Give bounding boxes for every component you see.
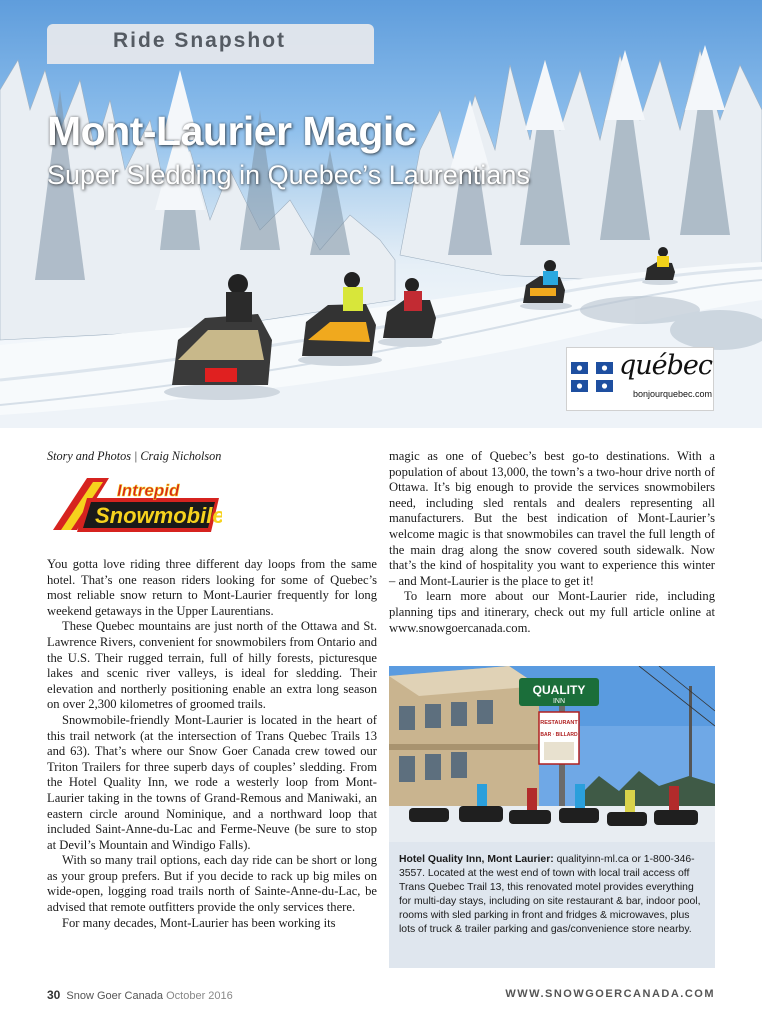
page-title: Mont-Laurier Magic — [47, 108, 417, 154]
hotel-photo — [389, 666, 715, 842]
quebec-url: bonjourquebec.com — [633, 389, 713, 399]
magazine-name: Snow Goer Canada — [66, 990, 164, 1002]
quebec-flag-icon — [571, 362, 613, 392]
hotel-sign-restaurant: RESTAURANT — [540, 720, 578, 726]
issue-date: October 2016 — [166, 990, 233, 1002]
quebec-badge — [566, 347, 714, 411]
paragraph: For many decades, Mont-Laurier has been working its — [62, 915, 336, 930]
footer-left — [47, 988, 233, 1002]
hotel-scene — [389, 666, 715, 842]
footer-website[interactable]: WWW.SNOWGOERCANADA.COM — [505, 988, 715, 1000]
intrepid-snowmobiler-logo-icon — [47, 474, 222, 536]
paragraph: You gotta love riding three different day loops from the same hotel. That’s one reason riders looking for some of Quebec’s most reliable snow return to Mont-Laurier frequently for long weekend getaways in the Upper Laurentians. — [47, 557, 377, 618]
byline: Story and Photos | Craig Nicholson — [47, 449, 222, 463]
page-subtitle: Super Sledding in Quebec’s Laurentians — [47, 160, 530, 190]
hotel-sign-name: QUALITY — [532, 683, 586, 697]
quebec-wordmark: québec — [619, 350, 713, 381]
article-right-column — [389, 449, 715, 636]
logo-bottom-text: Snowmobiler — [95, 503, 222, 528]
page-number: 30 — [47, 988, 61, 1002]
article-left-column — [47, 557, 377, 931]
intrepid-snowmobiler-logo — [47, 474, 222, 536]
hero-photo — [0, 0, 762, 428]
paragraph: Snowmobile-friendly Mont-Laurier is located in the heart of this trail network (at the intersection of Trans Quebec Trails 13 and 63). That’s where our Snow Goer Canada crew towed our Triton Trailers for three superb days of couples’ sledding. From the Hotel Quality Inn, we rode a westerly loop from Mont-Laurier taking in the towns of Grand-Remous and Maniwaki, an eastern circle around Nominique, and a northward loop that included Saint-Anne-du-Lac and Ferme-Neuve (be sure to stop at Devil’s Mountain and Windigo Falls). — [47, 712, 377, 852]
caption-text: qualityinn-ml.ca or 1-800-346-3557. Located at the west end of town with local trail access off Trans Quebec Trail 13, this renovated motel provides everything for multi-day stays, including on site restaurant & bar, indoor pool, rooms with sled parking in front and fridges & microwaves, plus lots of truck & trailer parking and gas/convenience store nearby. — [399, 854, 701, 936]
paragraph: With so many trail options, each day ride can be short or long as your group prefers. But if you decide to rack up big miles on wide-open, logging road trails north of Sainte-Anne-du-Lac, be advised that remote outfitters provide the only services there. — [47, 853, 377, 915]
hotel-sign-sub: INN — [552, 698, 566, 705]
hotel-caption — [389, 842, 715, 968]
paragraph: magic as one of Quebec’s best go-to destinations. With a population of about 13,000, the town’s a two-hour drive north of Ottawa. It’s big enough to provide the services snowmobilers need, including sled rentals and dealers representing all manufacturers. But the best indication of Mont-Laurier’s welcome magic is that snowmobiles can travel the full length of the main drag along the snow covered south sidewalk. Now that’s the kind of hospitality you want to experience this winter – and Mont-Laurier is the place to get it! — [389, 449, 715, 588]
section-tab: Ride Snapshot — [47, 24, 374, 64]
caption-title: Hotel Quality Inn, Mont Laurier: — [399, 854, 554, 865]
hotel-sign-bar: BAR · BILLARD — [540, 732, 578, 738]
paragraph: To learn more about our Mont-Laurier ride, including planning tips and itinerary, check out my full article online at www.snowgoercanada.com. — [389, 589, 715, 635]
paragraph: These Quebec mountains are just north of the Ottawa and St. Lawrence Rivers, convenient for snowmobilers from Ontario and the U.S. Their rugged terrain, full of hilly forests, picturesque lakes and scenic river valleys, is ideal for sledding. Their elevation and northerly positioning enable an extra long season on over 2,300 kilometres of groomed trails. — [47, 619, 377, 712]
logo-top-text: Intrepid — [117, 481, 180, 500]
